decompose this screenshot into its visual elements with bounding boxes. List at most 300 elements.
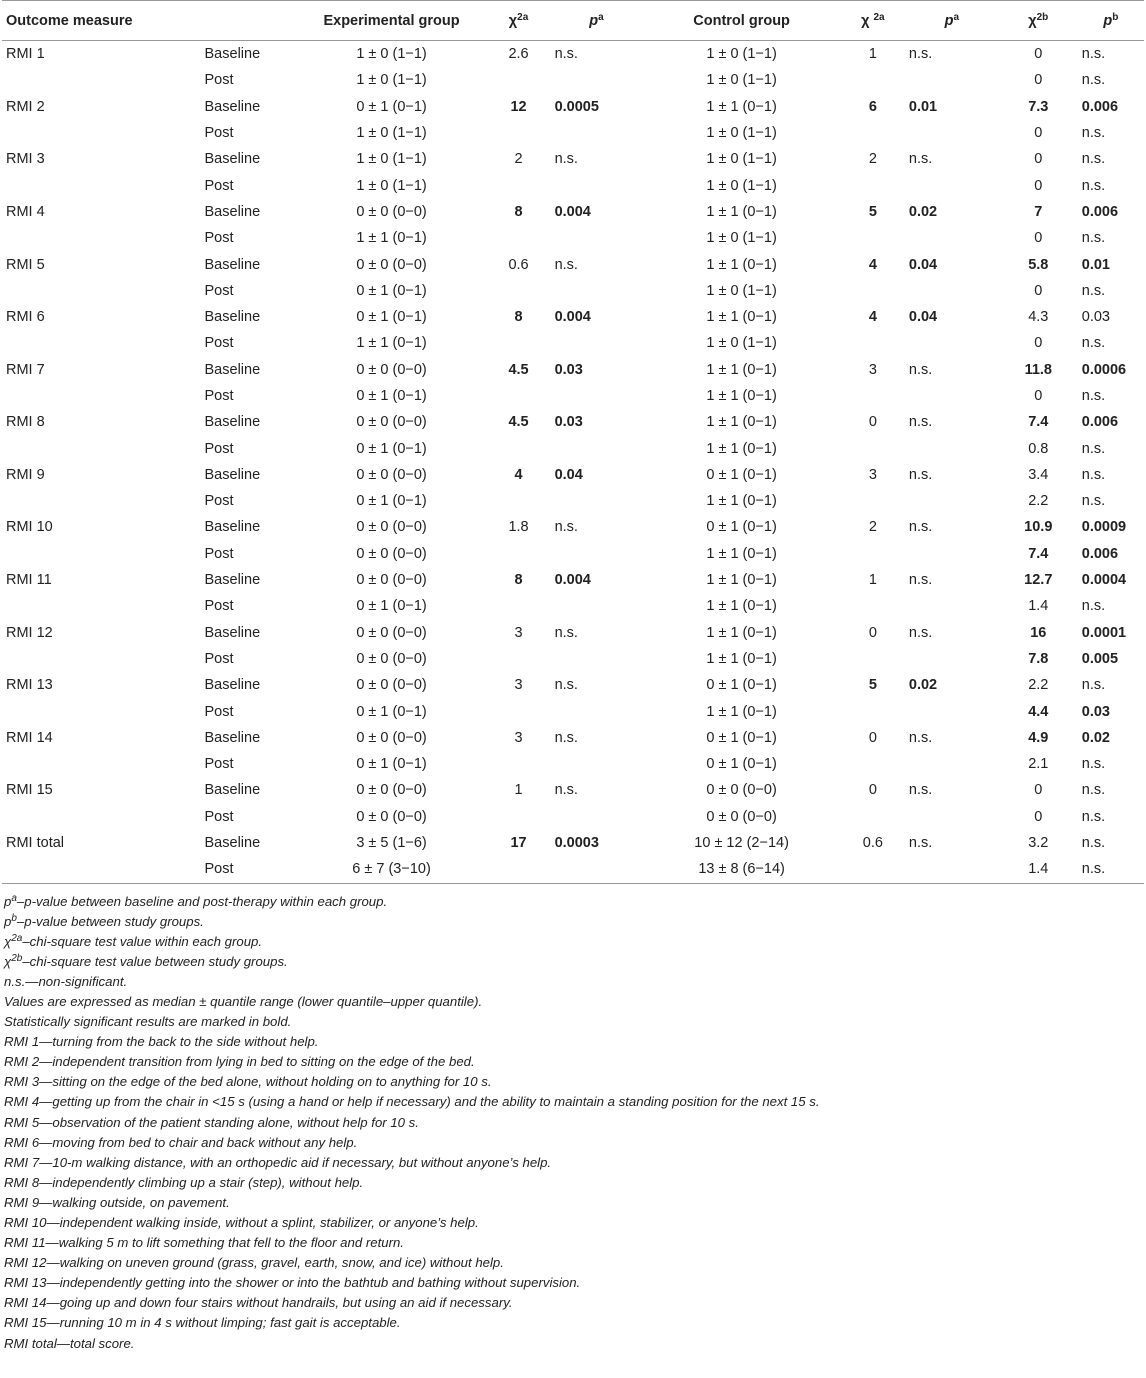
results-table <box>2 0 1144 884</box>
p-a-exp-cell: 0.0005 <box>554 98 599 115</box>
header-p-b: $p^b$ <box>1078 1 1144 41</box>
p-b-cell: 0.0006 <box>1081 361 1127 378</box>
header-control: Control group <box>642 1 841 41</box>
p-b-cell: n.s. <box>1081 72 1106 89</box>
chi-2b-cell: 4.3 <box>1028 309 1049 326</box>
table-row <box>2 620 1144 646</box>
p-a-ctrl-cell <box>905 488 999 514</box>
time-cell: Baseline <box>204 572 261 589</box>
time-cell: Post <box>204 230 234 247</box>
experimental-cell: 0 ± 0 (0−0) <box>356 782 427 799</box>
chi-2b-cell: 0 <box>1034 282 1043 299</box>
chi-2a-ctrl-cell <box>841 278 905 304</box>
footnote-pa: $p^a-p$-value between baseline and post-therapy within each group. <box>4 892 388 909</box>
footnote-line: RMI 14—going up and down four stairs without handrails, but using an aid if necessary. <box>4 1295 513 1311</box>
p-a-ctrl-cell <box>905 646 999 672</box>
p-a-exp-cell: 0.004 <box>554 572 591 589</box>
chi-2b-cell: 1.4 <box>999 856 1078 883</box>
experimental-cell: 1 ± 1 (0−1) <box>356 335 427 352</box>
chi-2b-cell: 4.9 <box>1028 729 1049 746</box>
p-a-exp-cell: 0.03 <box>554 361 583 378</box>
time-cell: Post <box>204 388 234 404</box>
chi-2b-cell: 0.8 <box>1028 440 1049 457</box>
table-row <box>2 357 1144 383</box>
outcome-cell: RMI 14 <box>6 729 53 746</box>
experimental-cell: 0 ± 1 (0−1) <box>356 309 427 326</box>
control-cell: 1 ± 0 (1−1) <box>706 282 777 299</box>
experimental-cell: 0 ± 1 (0−1) <box>356 282 427 299</box>
p-b-cell: n.s. <box>1081 125 1106 142</box>
p-b-cell: n.s. <box>1081 835 1106 852</box>
time-cell: Post <box>204 282 234 299</box>
p-a-ctrl-cell: 0.02 <box>908 203 938 220</box>
p-a-ctrl-cell: n.s. <box>908 835 933 852</box>
chi-2a-exp-cell: 8 <box>514 572 523 589</box>
experimental-cell: 0 ± 0 (0−0) <box>356 203 427 220</box>
p-b-cell: n.s. <box>1078 856 1144 883</box>
footnote-line: RMI 5—observation of the patient standing alone, without help for 10 s. <box>4 1114 419 1130</box>
outcome-cell <box>2 804 201 830</box>
table-row <box>2 67 1144 93</box>
chi-2b-cell: 0 <box>1034 388 1043 404</box>
control-cell: 0 ± 0 (0−0) <box>706 782 777 799</box>
chi-2a-exp-cell: 1.8 <box>508 519 529 536</box>
experimental-cell: 1 ± 0 (1−1) <box>356 72 427 89</box>
footnote-chi2a: $\chi^{2a}-chi$-square test value within each group. <box>4 932 263 949</box>
p-a-ctrl-cell <box>905 856 999 883</box>
p-a-ctrl-cell <box>905 804 999 830</box>
chi-2b-cell: 0 <box>1034 335 1043 352</box>
outcome-cell: RMI 8 <box>6 414 45 431</box>
experimental-cell: 0 ± 1 (0−1) <box>356 756 427 773</box>
outcome-cell <box>2 488 201 514</box>
chi-2a-exp-cell <box>487 330 551 356</box>
header-experimental: Experimental group <box>297 1 487 41</box>
chi-2b-cell: 12.7 <box>1024 572 1053 589</box>
chi-2a-exp-cell: 4.5 <box>508 414 529 431</box>
p-b-cell: 0.005 <box>1081 650 1119 667</box>
time-cell: Post <box>204 756 234 773</box>
chi-2a-exp-cell: 4.5 <box>508 361 529 378</box>
chi-2a-exp-cell <box>487 383 551 409</box>
outcome-cell: RMI 7 <box>6 361 45 378</box>
table-row <box>2 225 1144 251</box>
p-a-ctrl-cell: 0.02 <box>908 677 938 694</box>
chi-2a-exp-cell <box>487 646 551 672</box>
chi-2a-exp-cell <box>487 435 551 461</box>
control-cell: 1 ± 1 (0−1) <box>706 545 777 562</box>
control-cell: 1 ± 0 (1−1) <box>706 125 777 142</box>
chi-2a-exp-cell <box>487 225 551 251</box>
p-b-cell: n.s. <box>1081 493 1106 510</box>
footnote-line: n.s.—non-significant. <box>4 973 128 989</box>
control-cell: 1 ± 1 (0−1) <box>706 361 777 378</box>
header-outcome: Outcome measure <box>2 1 201 41</box>
outcome-cell: RMI 6 <box>6 309 45 326</box>
time-cell: Baseline <box>204 151 261 168</box>
chi-2b-cell: 11.8 <box>1024 361 1052 378</box>
chi-2a-ctrl-cell <box>841 383 905 409</box>
chi-2b-cell: 2.1 <box>1028 756 1049 773</box>
footnote-chi2b: $\chi^{2b}-chi$-square test value between study groups. <box>4 952 288 969</box>
footnote-line: Values are expressed as median ± quantile range (lower quantile–upper quantile). <box>4 993 483 1009</box>
p-a-ctrl-cell <box>905 330 999 356</box>
outcome-cell <box>2 751 201 777</box>
footnote-line: RMI 13—independently getting into the shower or into the bathtub and bathing without supervision. <box>4 1275 581 1291</box>
time-cell: Post <box>204 72 234 89</box>
chi-2a-exp-cell <box>487 593 551 619</box>
time-cell: Baseline <box>204 729 261 746</box>
outcome-cell: RMI total <box>6 835 65 852</box>
table-row <box>2 777 1144 803</box>
control-cell: 1 ± 0 (1−1) <box>706 335 777 352</box>
control-cell: 1 ± 1 (0−1) <box>706 703 777 720</box>
p-a-exp-cell <box>551 698 643 724</box>
p-b-cell: 0.02 <box>1081 729 1110 746</box>
time-cell: Post <box>204 177 234 194</box>
experimental-cell: 1 ± 0 (1−1) <box>356 151 427 168</box>
time-cell: Post <box>204 545 234 562</box>
table-row <box>2 304 1144 330</box>
p-a-ctrl-cell <box>905 751 999 777</box>
experimental-cell: 0 ± 1 (0−1) <box>356 388 427 404</box>
p-a-exp-cell: n.s. <box>554 782 578 799</box>
time-cell: Post <box>204 493 234 510</box>
chi-2a-ctrl-cell <box>841 225 905 251</box>
chi-2a-exp-cell <box>487 856 551 883</box>
experimental-cell: 0 ± 0 (0−0) <box>356 650 427 667</box>
chi-2a-ctrl-cell: 5 <box>868 677 877 694</box>
table-row <box>2 330 1144 356</box>
control-cell: 1 ± 1 (0−1) <box>706 650 777 667</box>
experimental-cell: 0 ± 0 (0−0) <box>356 414 427 431</box>
p-a-ctrl-cell: n.s. <box>908 572 933 589</box>
outcome-cell: RMI 9 <box>6 466 45 483</box>
p-b-cell: n.s. <box>1081 177 1106 194</box>
control-cell: 1 ± 1 (0−1) <box>706 624 777 641</box>
outcome-cell: RMI 2 <box>6 98 45 115</box>
outcome-cell: RMI 15 <box>6 782 53 799</box>
experimental-cell: 1 ± 0 (1−1) <box>356 46 427 63</box>
p-a-ctrl-cell: n.s. <box>908 151 933 168</box>
table-row <box>2 593 1144 619</box>
chi-2a-ctrl-cell: 2 <box>868 151 877 168</box>
control-cell: 1 ± 1 (0−1) <box>706 203 777 220</box>
time-cell: Baseline <box>204 203 261 220</box>
footnote-line: RMI 9—walking outside, on pavement. <box>4 1194 230 1210</box>
p-b-cell: n.s. <box>1081 335 1106 352</box>
p-a-exp-cell <box>551 278 643 304</box>
chi-2b-cell: 1.4 <box>1028 598 1049 615</box>
experimental-cell: 0 ± 1 (0−1) <box>356 493 427 510</box>
table-row <box>2 94 1144 120</box>
p-a-ctrl-cell <box>905 593 999 619</box>
time-cell: Post <box>204 650 234 667</box>
control-cell: 1 ± 0 (1−1) <box>706 72 777 89</box>
p-a-exp-cell: 0.004 <box>554 203 591 220</box>
experimental-cell: 0 ± 0 (0−0) <box>356 519 427 536</box>
chi-2a-ctrl-cell <box>841 646 905 672</box>
p-b-cell: 0.006 <box>1081 414 1119 431</box>
experimental-cell: 0 ± 0 (0−0) <box>356 572 427 589</box>
control-cell: 0 ± 1 (0−1) <box>706 466 777 483</box>
p-a-ctrl-cell: n.s. <box>908 782 933 799</box>
outcome-cell <box>2 856 201 883</box>
outcome-cell: RMI 10 <box>6 519 53 536</box>
p-a-exp-cell: 0.03 <box>554 414 583 431</box>
p-a-exp-cell: n.s. <box>554 256 578 273</box>
header-chi-2a-exp: $\chi^{2a}$ <box>487 1 551 41</box>
time-cell: Baseline <box>204 519 261 536</box>
p-a-exp-cell <box>551 751 643 777</box>
experimental-cell: 0 ± 0 (0−0) <box>356 361 427 378</box>
table-row <box>2 251 1144 277</box>
p-b-cell: 0.006 <box>1081 203 1119 220</box>
footnote-line: RMI 2—independent transition from lying in bed to sitting on the edge of the bed. <box>4 1054 475 1070</box>
p-b-cell: 0.03 <box>1081 703 1110 720</box>
chi-2a-ctrl-cell <box>841 488 905 514</box>
p-b-cell: n.s. <box>1081 230 1106 247</box>
control-cell: 13 ± 8 (6−14) <box>642 856 841 883</box>
footnote-pb: $p^b-p$-value between study groups. <box>4 912 204 929</box>
p-a-exp-cell <box>551 67 643 93</box>
chi-2a-exp-cell <box>487 278 551 304</box>
table-row <box>2 541 1144 567</box>
chi-2b-cell: 0 <box>1034 230 1043 247</box>
table-row <box>2 409 1144 435</box>
footnote-lines <box>4 972 1146 1354</box>
p-a-exp-cell <box>551 120 643 146</box>
footnote-line: RMI total—total score. <box>4 1335 135 1351</box>
p-a-ctrl-cell <box>905 541 999 567</box>
p-a-exp-cell: n.s. <box>554 151 578 168</box>
chi-2a-ctrl-cell: 0 <box>868 414 877 431</box>
p-a-exp-cell: 0.0003 <box>554 835 599 852</box>
experimental-cell: 0 ± 1 (0−1) <box>356 440 427 457</box>
chi-2a-exp-cell <box>487 698 551 724</box>
time-cell: Baseline <box>204 256 261 273</box>
p-a-ctrl-cell: n.s. <box>908 361 933 378</box>
outcome-cell: RMI 12 <box>6 624 53 641</box>
p-a-exp-cell <box>551 172 643 198</box>
experimental-cell: 3 ± 5 (1−6) <box>356 835 427 852</box>
p-a-ctrl-cell <box>905 172 999 198</box>
table-row <box>2 199 1144 225</box>
chi-2a-exp-cell <box>487 172 551 198</box>
chi-2a-exp-cell: 2 <box>514 151 523 168</box>
chi-2b-cell: 0 <box>1034 782 1043 799</box>
table-body <box>2 41 1144 884</box>
p-a-ctrl-cell <box>905 383 999 409</box>
p-a-exp-cell <box>551 488 643 514</box>
chi-2a-ctrl-cell <box>841 67 905 93</box>
footnote-line: RMI 8—independently climbing up a stair (step), without help. <box>4 1174 364 1190</box>
header-p-a-ctrl: $p^a$ <box>905 1 999 41</box>
chi-2a-exp-cell <box>487 488 551 514</box>
p-b-cell: 0.0009 <box>1081 519 1127 536</box>
footnote-line: RMI 3—sitting on the edge of the bed alone, without holding on to anything for 10 s. <box>4 1074 492 1090</box>
chi-2a-ctrl-cell: 4 <box>868 309 877 326</box>
outcome-cell: RMI 3 <box>6 151 45 168</box>
chi-2a-ctrl-cell: 6 <box>868 98 877 115</box>
outcome-cell <box>2 67 201 93</box>
time-cell: Baseline <box>204 782 261 799</box>
p-a-exp-cell: n.s. <box>554 624 578 641</box>
table-row <box>2 488 1144 514</box>
p-a-ctrl-cell <box>905 698 999 724</box>
chi-2a-exp-cell <box>487 120 551 146</box>
table-row <box>2 698 1144 724</box>
time-cell: Baseline <box>204 624 261 641</box>
experimental-cell: 0 ± 0 (0−0) <box>356 545 427 562</box>
table-row <box>2 672 1144 698</box>
control-cell: 1 ± 1 (0−1) <box>706 440 777 457</box>
time-cell: Baseline <box>204 466 261 483</box>
time-cell: Baseline <box>204 414 261 431</box>
table-row <box>2 278 1144 304</box>
outcome-cell: RMI 1 <box>6 46 45 63</box>
p-a-exp-cell: 0.004 <box>554 309 591 326</box>
chi-2b-cell: 16 <box>1030 624 1047 641</box>
p-a-exp-cell <box>551 856 643 883</box>
header-chi-2b: $\chi^{2b}$ <box>999 1 1078 41</box>
p-a-ctrl-cell <box>905 278 999 304</box>
footnote-line: RMI 15—running 10 m in 4 s without limping; fast gait is acceptable. <box>4 1315 401 1331</box>
chi-2a-ctrl-cell: 0 <box>868 729 877 746</box>
experimental-cell: 6 ± 7 (3−10) <box>297 856 487 883</box>
table-row <box>2 830 1144 856</box>
chi-2b-cell: 0 <box>1034 46 1043 63</box>
p-b-cell: n.s. <box>1081 677 1106 694</box>
p-b-cell: 0.0001 <box>1081 624 1127 641</box>
chi-2b-cell: 10.9 <box>1024 519 1053 536</box>
p-b-cell: n.s. <box>1081 782 1106 799</box>
p-a-exp-cell <box>551 646 643 672</box>
time-cell: Baseline <box>204 46 261 63</box>
chi-2a-ctrl-cell: 5 <box>868 203 877 220</box>
outcome-cell <box>2 383 201 409</box>
chi-2b-cell: 0 <box>1034 177 1043 194</box>
table-row <box>2 804 1144 830</box>
chi-2a-exp-cell: 12 <box>510 98 527 115</box>
control-cell: 1 ± 1 (0−1) <box>706 98 777 115</box>
p-a-exp-cell: n.s. <box>554 46 578 63</box>
control-cell: 1 ± 1 (0−1) <box>706 598 777 615</box>
chi-2a-exp-cell <box>487 751 551 777</box>
time-cell: Baseline <box>204 361 261 378</box>
chi-2a-ctrl-cell <box>841 856 905 883</box>
experimental-cell: 0 ± 0 (0−0) <box>356 677 427 694</box>
p-a-exp-cell <box>551 593 643 619</box>
chi-2a-exp-cell: 3 <box>514 729 523 746</box>
p-a-exp-cell <box>551 541 643 567</box>
control-cell: 10 ± 12 (2−14) <box>694 835 789 852</box>
chi-2b-cell: 7.8 <box>1028 650 1049 667</box>
p-a-exp-cell <box>551 225 643 251</box>
p-a-exp-cell: n.s. <box>554 729 578 746</box>
experimental-cell: 0 ± 0 (0−0) <box>356 466 427 483</box>
table-row <box>2 567 1144 593</box>
chi-2b-cell: 7.3 <box>1028 98 1049 115</box>
chi-2b-cell: 7.4 <box>1028 414 1049 431</box>
p-a-ctrl-cell: n.s. <box>908 414 933 431</box>
chi-2b-cell: 0 <box>1034 72 1043 89</box>
table-row <box>2 435 1144 461</box>
outcome-cell: RMI 13 <box>6 677 53 694</box>
time-cell: Baseline <box>204 98 261 115</box>
chi-2b-cell: 0 <box>1034 808 1043 825</box>
table-row <box>2 725 1144 751</box>
p-b-cell: 0.006 <box>1081 545 1119 562</box>
p-b-cell: n.s. <box>1081 466 1106 483</box>
chi-2a-ctrl-cell <box>841 172 905 198</box>
control-cell: 0 ± 1 (0−1) <box>706 677 777 694</box>
chi-2a-exp-cell: 17 <box>510 835 527 852</box>
footnote-line: RMI 7—10-m walking distance, with an orthopedic aid if necessary, but without anyone’s help. <box>4 1154 552 1170</box>
time-cell: Post <box>204 335 234 352</box>
outcome-cell <box>2 593 201 619</box>
control-cell: 1 ± 1 (0−1) <box>706 256 777 273</box>
control-cell: 1 ± 1 (0−1) <box>706 572 777 589</box>
table-header <box>2 1 1144 41</box>
footnote-line: RMI 12—walking on uneven ground (grass, gravel, earth, snow, and ice) without help. <box>4 1255 504 1271</box>
footnote-line: Statistically significant results are marked in bold. <box>4 1014 292 1030</box>
chi-2a-exp-cell: 0.6 <box>508 256 529 273</box>
control-cell: 1 ± 0 (1−1) <box>706 230 777 247</box>
p-a-ctrl-cell: n.s. <box>908 46 933 63</box>
chi-2a-exp-cell: 3 <box>514 677 523 694</box>
time-cell: Post <box>204 440 234 457</box>
outcome-cell: RMI 4 <box>6 203 45 220</box>
chi-2a-exp-cell <box>487 67 551 93</box>
chi-2a-exp-cell <box>487 804 551 830</box>
outcome-cell <box>2 646 201 672</box>
experimental-cell: 0 ± 1 (0−1) <box>356 98 427 115</box>
p-b-cell: n.s. <box>1081 388 1106 404</box>
header-chi-2a-ctrl: χ $^{2a}$ <box>841 1 905 41</box>
time-cell: Baseline <box>204 835 261 852</box>
outcome-cell <box>2 330 201 356</box>
time-cell: Baseline <box>204 677 261 694</box>
control-cell: 1 ± 0 (1−1) <box>706 46 777 63</box>
p-b-cell: n.s. <box>1081 808 1106 825</box>
control-cell: 0 ± 1 (0−1) <box>706 729 777 746</box>
chi-2a-ctrl-cell <box>841 751 905 777</box>
chi-2a-exp-cell <box>487 541 551 567</box>
p-a-ctrl-cell: n.s. <box>908 466 933 483</box>
chi-2a-exp-cell: 3 <box>514 624 523 641</box>
chi-2a-exp-cell: 8 <box>514 309 523 326</box>
chi-2a-ctrl-cell: 0 <box>868 782 877 799</box>
p-b-cell: n.s. <box>1081 151 1106 168</box>
chi-2a-ctrl-cell: 3 <box>868 466 877 483</box>
p-a-exp-cell: n.s. <box>554 519 578 536</box>
table-row <box>2 514 1144 540</box>
outcome-cell <box>2 541 201 567</box>
control-cell: 1 ± 1 (0−1) <box>706 493 777 510</box>
time-cell: Post <box>201 856 297 883</box>
header-p-a-exp: $p^a$ <box>551 1 643 41</box>
experimental-cell: 0 ± 1 (0−1) <box>356 703 427 720</box>
footnotes <box>4 892 1146 1354</box>
time-cell: Post <box>204 703 234 720</box>
chi-2b-cell: 2.2 <box>1028 677 1049 694</box>
table-row <box>2 646 1144 672</box>
table-row <box>2 41 1144 68</box>
control-cell: 0 ± 0 (0−0) <box>706 808 777 825</box>
p-b-cell: n.s. <box>1081 598 1106 615</box>
p-a-ctrl-cell <box>905 67 999 93</box>
